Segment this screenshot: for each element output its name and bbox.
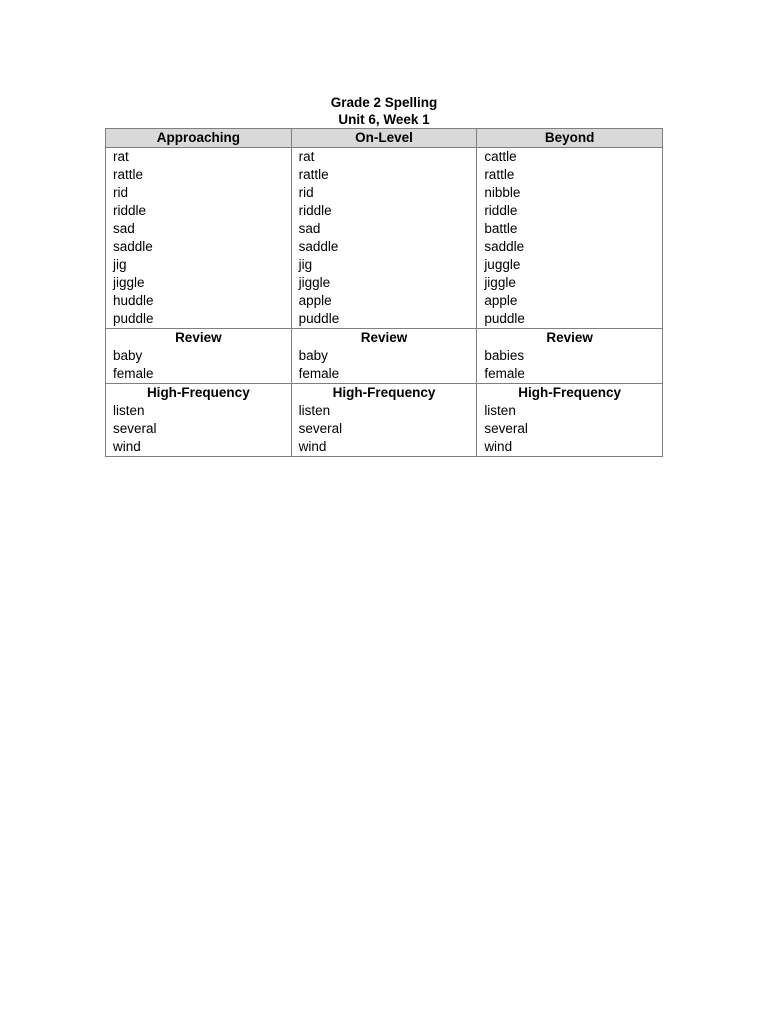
word: saddle	[113, 239, 153, 254]
column-header-beyond: Beyond	[477, 129, 663, 148]
on-level-review	[291, 329, 477, 384]
word: wind	[298, 439, 327, 454]
word: rattle	[113, 167, 144, 182]
word: puddle	[298, 311, 340, 326]
word: wind	[484, 439, 513, 454]
word: apple	[298, 293, 332, 308]
word: saddle	[484, 239, 525, 254]
review-heading: Review	[360, 330, 408, 345]
word: babies	[484, 348, 525, 363]
word: jig	[298, 257, 313, 272]
word: nibble	[484, 185, 521, 200]
word: female	[113, 366, 154, 381]
word: huddle	[113, 293, 154, 308]
word: juggle	[484, 257, 521, 272]
word: rattle	[298, 167, 329, 182]
review-row	[106, 329, 663, 384]
word: several	[113, 421, 157, 436]
on-level-high-frequency	[291, 384, 477, 457]
word: jiggle	[113, 275, 145, 290]
word: cattle	[484, 149, 517, 164]
column-header-on-level: On-Level	[291, 129, 477, 148]
document-subtitle: Unit 6, Week 1	[338, 112, 430, 127]
word: riddle	[484, 203, 518, 218]
beyond-review	[477, 329, 663, 384]
word: jiggle	[484, 275, 516, 290]
column-header-approaching: Approaching	[106, 129, 292, 148]
word: female	[298, 366, 340, 381]
word: puddle	[484, 311, 525, 326]
word: sad	[113, 221, 135, 236]
word: several	[298, 421, 343, 436]
word: wind	[113, 439, 141, 454]
word: sad	[298, 221, 321, 236]
word: listen	[298, 403, 331, 418]
word: listen	[113, 403, 145, 418]
word: puddle	[113, 311, 154, 326]
spelling-words-row	[106, 148, 663, 329]
word: rat	[113, 149, 129, 164]
word: several	[484, 421, 528, 436]
high-frequency-heading: High-Frequency	[332, 385, 436, 400]
on-level-words	[291, 148, 477, 329]
approaching-words	[106, 148, 292, 329]
approaching-high-frequency	[106, 384, 292, 457]
word: saddle	[298, 239, 339, 254]
word: baby	[298, 348, 328, 363]
spelling-table	[105, 128, 663, 457]
word: rat	[298, 149, 315, 164]
word: rattle	[484, 167, 515, 182]
word: listen	[484, 403, 516, 418]
high-frequency-heading: High-Frequency	[518, 385, 622, 400]
document-title: Grade 2 Spelling	[330, 95, 438, 110]
word: rid	[298, 185, 314, 200]
word: riddle	[113, 203, 147, 218]
beyond-high-frequency	[477, 384, 663, 457]
title-block	[0, 94, 768, 128]
word: jig	[113, 257, 127, 272]
high-frequency-row	[106, 384, 663, 457]
beyond-words	[477, 148, 663, 329]
word: apple	[484, 293, 518, 308]
word: battle	[484, 221, 518, 236]
word: baby	[113, 348, 143, 363]
word: jiggle	[298, 275, 331, 290]
word: female	[484, 366, 525, 381]
review-heading: Review	[175, 330, 222, 345]
word: riddle	[298, 203, 332, 218]
word: rid	[113, 185, 129, 200]
header-row	[106, 129, 663, 148]
review-heading: Review	[546, 330, 593, 345]
approaching-review	[106, 329, 292, 384]
high-frequency-heading: High-Frequency	[146, 385, 250, 400]
